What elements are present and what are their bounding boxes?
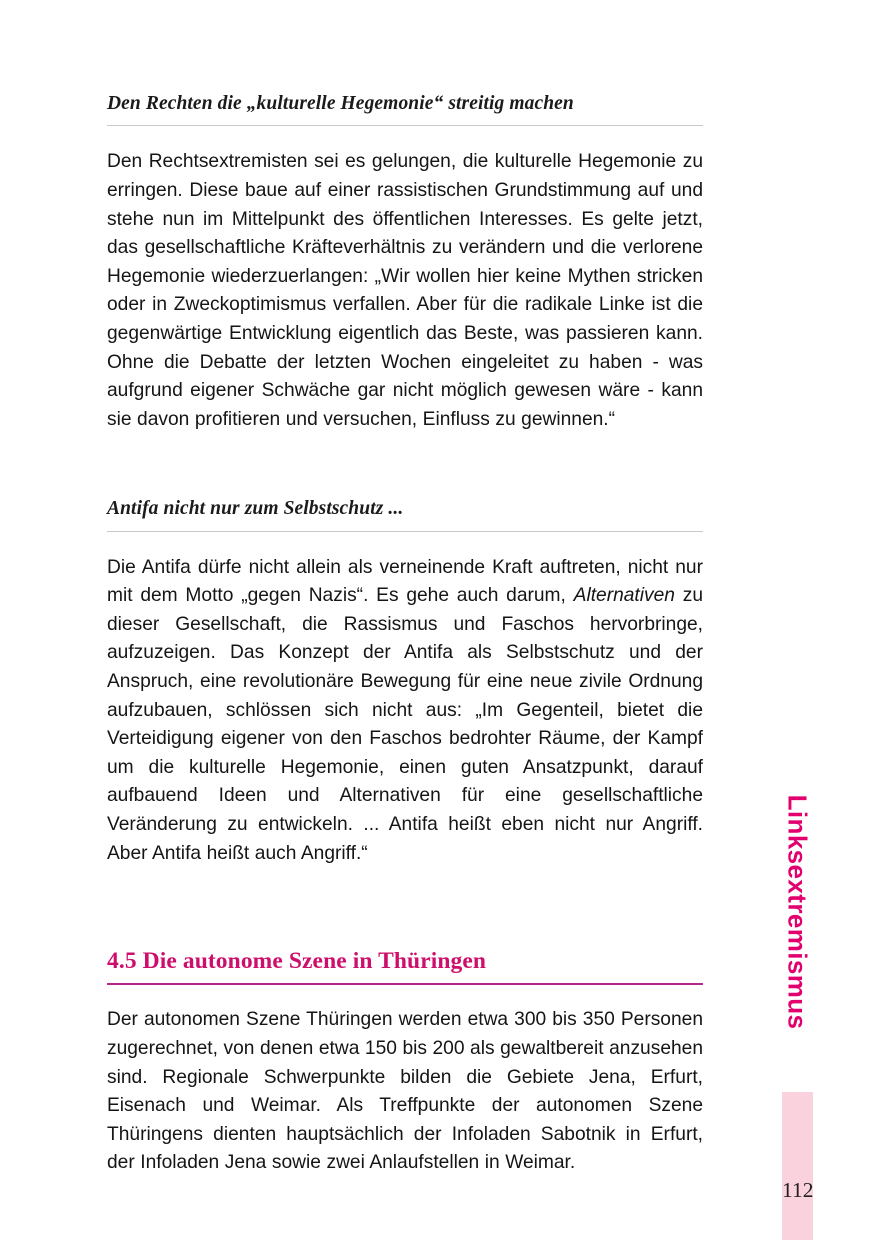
subsection-heading-antifa-selbstschutz: Antifa nicht nur zum Selbstschutz ... — [107, 497, 703, 531]
spacer — [107, 868, 703, 947]
spacer — [107, 434, 703, 497]
spacer — [107, 126, 703, 148]
chapter-side-tab — [782, 762, 813, 1062]
spacer — [107, 985, 703, 1006]
paragraph-kulturelle-hegemonie: Den Rechtsextremisten sei es gelungen, die kulturelle Hegemonie zu erringen. Diese baue auf einer rassistischen Grundstimmung auf und stehe nun im Mittelpunkt des öffentlichen Interesses. Es gelte jetzt, das gesellschaftliche Kräfteverhältnis zu verändern und die verlorene Hegemonie wiederzuerlangen: „Wir wollen hier keine Mythen stricken oder in Zweckoptimismus verfallen. Aber für die radikale Linke ist die gegenwärtige Entwicklung eigentlich das Beste, was passieren kann. Ohne die Debatte der letzten Wochen eingeleitet zu haben - was aufgrund eigener Schwäche gar nicht möglich gewesen wäre - kann sie davon profitieren und versuchen, Einfluss zu gewinnen.“ — [107, 151, 703, 430]
chapter-side-tab-label: Linksextremismus — [782, 794, 813, 1030]
paragraph-antifa — [107, 554, 703, 869]
section-heading-autonome-szene: 4.5 Die autonome Szene in Thüringen — [107, 947, 703, 985]
paragraph-antifa-part2: zu dieser Gesellschaft, die Rassismus und Faschos hervorbringe, aufzuzeigen. Das Konzept der Antifa als Selbstschutz und der Anspruch, eine revolutionäre Bewegung für eine neue zivile Ordnung aufzubauen, schlössen sich nicht aus: „Im Gegenteil, bietet die Verteidigung eigener von den Faschos bedrohter Räume, der Kampf um die kulturelle Hegemonie, einen guten Ansatzpunkt, darauf aufbauend Ideen und Alternativen für eine gesellschaftliche Veränderung zu entwickeln. ... Antifa heißt eben nicht nur Angriff. Aber Antifa heißt auch Angriff.“ — [107, 585, 704, 864]
paragraph-antifa-part1: Die Antifa dürfe nicht allein als verneinende Kraft auftreten, nicht nur mit dem Motto „gegen Nazis“. Es gehe auch darum, — [107, 556, 703, 607]
paragraph-autonome-szene: Der autonomen Szene Thüringen werden etwa 300 bis 350 Personen zugerechnet, von denen etwa 150 bis 200 als gewaltbereit anzusehen sind. Regionale Schwerpunkte bilden die Gebiete Jena, Erfurt, Eisenach und Weimar. Als Treffpunkte der autonomen Szene Thüringens dienten hauptsächlich der Infoladen Sabotnik in Erfurt, der Infoladen Jena sowie zwei Anlaufstellen in Weimar. — [107, 1009, 703, 1174]
spacer — [107, 532, 703, 554]
subsection-heading-kulturelle-hegemonie: Den Rechten die „kulturelle Hegemonie“ streitig machen — [107, 92, 703, 126]
folio-band — [782, 1092, 813, 1240]
text-column — [107, 0, 703, 1178]
top-margin-spacer — [107, 0, 703, 92]
paragraph-antifa-emphasis: Alternativen — [573, 585, 675, 607]
page-number: 112 — [782, 1178, 814, 1202]
